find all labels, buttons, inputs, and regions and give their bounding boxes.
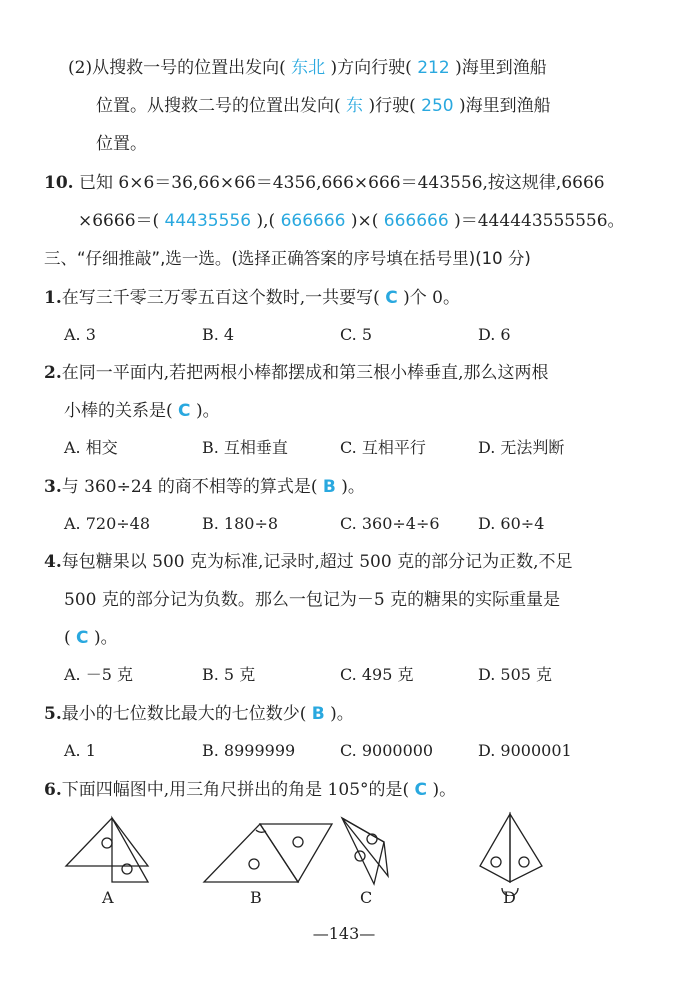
answer-q6: C [414,780,428,800]
question-3: 3.与 360÷24 的商不相等的算式是( B )。 [44,477,365,497]
prev-line-3: 位置。 [96,134,147,154]
q1-option-d: D. 6 [478,325,511,344]
q3-option-d: D. 60÷4 [478,514,545,533]
q1-option-a: A. 3 [64,325,96,344]
answer-q5: B [311,704,325,724]
figure-label-d: D [503,888,516,907]
answer-q4: C [76,628,89,648]
q5-option-d: D. 9000001 [478,741,572,760]
question-4-line-2: 500 克的部分记为负数。那么一包记为－5 克的糖果的实际重量是 [64,590,561,610]
q3-option-c: C. 360÷4÷6 [340,514,440,533]
q2-option-d: D. 无法判断 [478,438,565,457]
q5-option-a: A. 1 [64,741,96,760]
q4-option-c: C. 495 克 [340,665,414,684]
question-4-line-3: ( C )。 [64,628,118,648]
q3-option-a: A. 720÷48 [64,514,151,533]
figure-label-c: C [360,888,373,907]
answer-direction-2: 东 [346,96,364,116]
q10-line-1: 10. 已知 6×6＝36,66×66＝4356,666×666＝443556,按这规律,6666 [44,173,605,193]
q3-option-b: B. 180÷8 [202,514,279,533]
question-2-line-1: 2.在同一平面内,若把两根小棒都摆成和第三根小棒垂直,那么这两根 [44,363,549,383]
q2-option-b: B. 互相垂直 [202,438,288,457]
question-5: 5.最小的七位数比最大的七位数少( B )。 [44,704,354,724]
q1-option-b: B. 4 [202,325,235,344]
prev-line-1: (2)从搜救一号的位置出发向( 东北 )方向行驶( 212 )海里到渔船 [68,58,547,78]
question-6: 6.下面四幅图中,用三角尺拼出的角是 105°的是( C )。 [44,780,457,800]
q4-option-d: D. 505 克 [478,665,553,684]
q10-line-2: ×6666＝( 44435556 ),( 666666 )×( 666666 )＝444443555556。 [78,211,625,231]
prev-line-2: 位置。从搜救二号的位置出发向( 东 )行驶( 250 )海里到渔船 [96,96,551,116]
q1-option-c: C. 5 [340,325,373,344]
answer-distance-2: 250 [421,96,454,116]
page-number: —143— [312,924,376,943]
answer-q10-2: 666666 [280,211,346,231]
figure-label-b: B [250,888,262,907]
answer-q10-1: 44435556 [164,211,252,231]
q2-option-a: A. 相交 [64,438,118,457]
q5-option-b: B. 8999999 [202,741,296,760]
figure-a-triangle-rulers [62,812,157,888]
question-2-line-2: 小棒的关系是( C )。 [64,401,220,421]
answer-q1: C [385,288,398,308]
answer-q3: B [322,477,336,497]
answer-direction-1: 东北 [291,58,326,78]
q2-option-c: C. 互相平行 [340,438,426,457]
question-4-line-1: 4.每包糖果以 500 克为标准,记录时,超过 500 克的部分记为正数,不足 [44,552,573,572]
question-1: 1.在写三千零三万零五百这个数时,一共要写( C )个 0。 [44,288,460,308]
figure-label-a: A [102,888,114,907]
answer-distance-1: 212 [417,58,450,78]
q4-option-b: B. 5 克 [202,665,256,684]
answer-q10-3: 666666 [383,211,449,231]
answer-q2: C [178,401,191,421]
figure-b-triangle-rulers [200,818,340,890]
q5-option-c: C. 9000000 [340,741,434,760]
figure-c-triangle-rulers [336,812,396,892]
section-3-title: 三、“仔细推敲”,选一选。(选择正确答案的序号填在括号里)(10 分) [44,249,531,268]
q4-option-a: A. －5 克 [64,665,133,684]
figure-d-triangle-rulers [474,810,550,896]
